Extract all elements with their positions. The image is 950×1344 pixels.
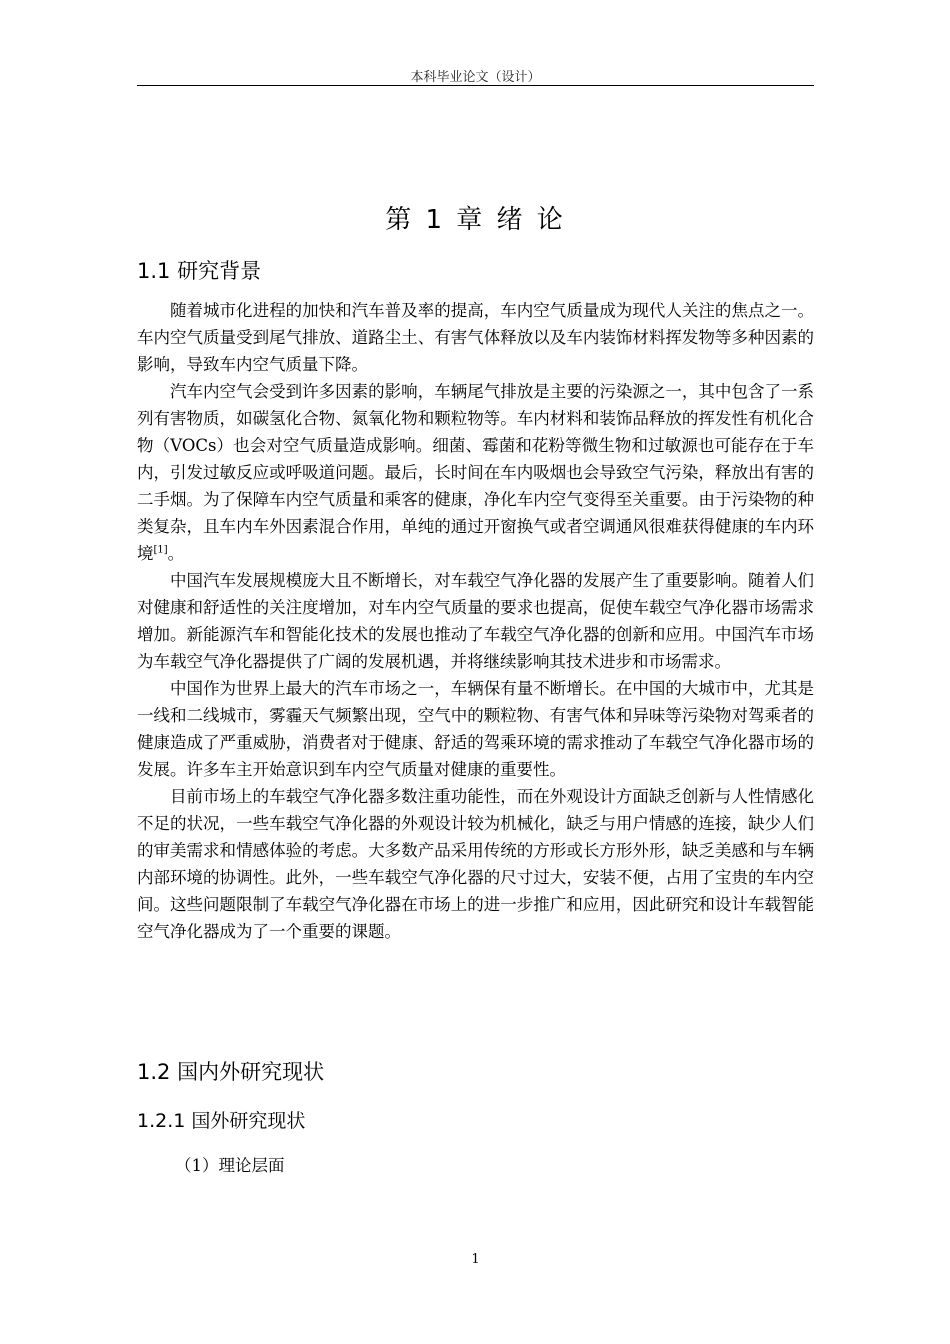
section-1-1-body bbox=[137, 297, 814, 945]
paragraph-end: 。 bbox=[167, 544, 185, 563]
paragraph-text: 汽车内空气会受到许多因素的影响，车辆尾气排放是主要的污染源之一，其中包含了一系列有害物质，如碳氢化合物、氮氧化物和颗粒物等。车内材料和装饰品释放的挥发性有机化合物（VOCs）也会对空气质量造成影响。细菌、霉菌和花粉等微生物和过敏源也可能存在于车内，引发过敏反应或呼吸道问题。最后，长时间在车内吸烟也会导致空气污染，释放出有害的二手烟。为了保障车内空气质量和乘客的健康，净化车内空气变得至关重要。由于污染物的种类复杂，且车内车外因素混合作用，单纯的通过开窗换气或者空调通风很难获得健康的车内环境 bbox=[137, 382, 814, 563]
paragraph: 中国汽车发展规模庞大且不断增长，对车载空气净化器的发展产生了重要影响。随着人们对健康和舒适性的关注度增加，对车内空气质量的要求也提高，促使车载空气净化器市场需求增加。新能源汽车和智能化技术的发展也推动了车载空气净化器的创新和应用。中国汽车市场为车载空气净化器提供了广阔的发展机遇，并将继续影响其技术进步和市场需求。 bbox=[137, 571, 814, 671]
subsection-title-1-2-1: 1.2.1 国外研究现状 bbox=[137, 1110, 306, 1132]
chapter-title: 第 1 章 绪 论 bbox=[385, 205, 566, 235]
running-header: 本科毕业论文（设计） bbox=[410, 70, 541, 85]
item-label: （1）理论层面 bbox=[175, 1156, 285, 1175]
section-title-1-2: 1.2 国内外研究现状 bbox=[137, 1060, 325, 1084]
paragraph: 随着城市化进程的加快和汽车普及率的提高，车内空气质量成为现代人关注的焦点之一。车内空气质量受到尾气排放、道路尘土、有害气体释放以及车内装饰材料挥发物等多种因素的影响，导致车内空气质量下降。 bbox=[137, 301, 814, 374]
section-title-1-1: 1.1 研究背景 bbox=[137, 259, 262, 283]
header-rule bbox=[137, 85, 814, 86]
paragraph bbox=[137, 378, 814, 567]
paragraph: 目前市场上的车载空气净化器多数注重功能性，而在外观设计方面缺乏创新与人性情感化不足的状况，一些车载空气净化器的外观设计较为机械化，缺乏与用户情感的连接，缺少人们的审美需求和情感体验的考虑。大多数产品采用传统的方形或长方形外形，缺乏美感和与车辆内部环境的协调性。此外，一些车载空气净化器的尺寸过大，安装不便，占用了宝贵的车内空间。这些问题限制了车载空气净化器在市场上的进一步推广和应用，因此研究和设计车载智能空气净化器成为了一个重要的课题。 bbox=[137, 787, 814, 941]
paragraph: 中国作为世界上最大的汽车市场之一，车辆保有量不断增长。在中国的大城市中，尤其是一线和二线城市，雾霾天气频繁出现，空气中的颗粒物、有害气体和异味等污染物对驾乘者的健康造成了严重威胁，消费者对于健康、舒适的驾乘环境的需求推动了车载空气净化器市场的发展。许多车主开始意识到车内空气质量对健康的重要性。 bbox=[137, 679, 814, 779]
page-number: 1 bbox=[471, 1252, 480, 1267]
citation-ref[interactable]: [1] bbox=[153, 544, 168, 556]
